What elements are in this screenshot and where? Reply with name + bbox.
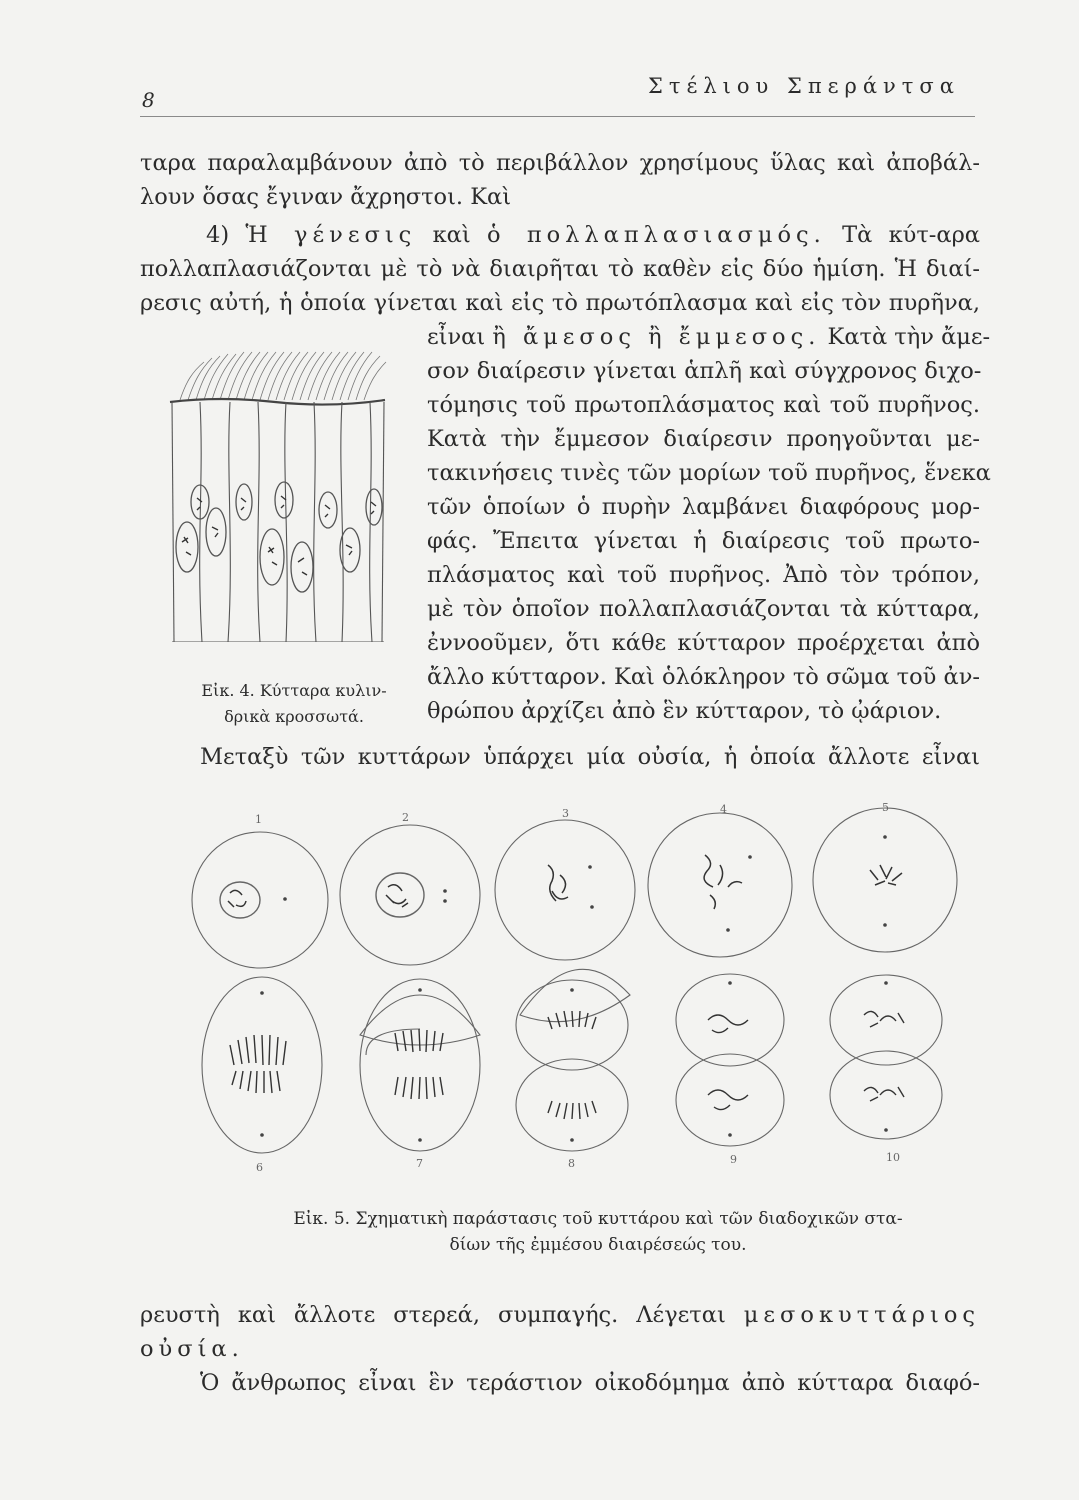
figure-5-caption: Εἰκ. 5. Σχηματικὴ παράστασις τοῦ κυττάρου καὶ τῶν διαδοχικῶν στα- δίων τῆς ἐμμέσου διαιρέσεώς του. [293,1209,903,1255]
running-title: Στέλιου Σπεράντσα [648,74,960,98]
text-line: Μεταξὺ τῶν κυττάρων ὑπάρχει μία οὐσία, ἡ ὁποία ἄλλοτε εἶναι [200,744,980,770]
stage-label: 2 [402,811,409,824]
text-line: ρεσις αὐτή, ἡ ὁποία γίνεται καὶ εἰς τὸ πρωτόπλασμα καὶ εἰς τὸν πυρῆνα, [140,290,980,316]
text-line: Ὁ ἄνθρωπος εἶναι ἓν τεράστιον οἰκοδόμημα ἀπὸ κύτταρα διαφό- [200,1370,980,1396]
text-line: ρευστὴ καὶ ἄλλοτε στερεά, συμπαγής. Λέγεται μεσοκυττάριος [140,1302,980,1328]
stage-label: 1 [255,813,262,826]
text-line: φάς. Ἔπειτα γίνεται ἡ διαίρεσις τοῦ πρωτο- [427,528,980,554]
term: Ἡ γένεσις [245,222,417,248]
figure-5-mitosis-stages [180,795,960,1175]
stage-label: 6 [256,1161,263,1174]
text-line: ταρα παραλαμβάνουν ἀπὸ τὸ περιβάλλον χρησίμους ὕλας καὶ ἀποβάλ- [140,150,980,176]
term: μεσοκυττάριος [743,1302,980,1328]
stage-label: 7 [416,1157,423,1170]
figure-4-ciliated-cells [160,342,400,642]
text-line: θρώπου ἀρχίζει ἀπὸ ἓν κύτταρον, τὸ ᾠάριον. [427,698,942,724]
text-line: μὲ τὸν ὁποῖον πολλαπλασιάζονται τὰ κύτταρα, [427,596,980,622]
stage-label: 9 [730,1153,737,1166]
stage-label: 8 [568,1157,575,1170]
header-rule [140,116,975,117]
term: ἢ ἄμεσος ἢ ἔμμεσος. [492,324,821,350]
text-line: τόμησις τοῦ πρωτοπλάσματος καὶ τοῦ πυρῆνος. [427,392,980,418]
stage-label: 5 [882,801,889,814]
text-line: τακινήσεις τινὲς τῶν μορίων τοῦ πυρῆνος, ἕνεκα [427,460,991,486]
text-line: 4) Ἡ γένεσις καὶ ὁ πολλαπλασιασμός. Τὰ κύτ-αρα [206,222,981,248]
text-line: λουν ὅσας ἔγιναν ἄχρηστοι. Καὶ [140,184,512,210]
section-number: 4) [206,222,246,248]
figure-4-caption: Εἰκ. 4. Κύτταρα κυλιν- δρικὰ κροσσωτά. [201,681,387,726]
text-line: εἶναι ἢ ἄμεσος ἢ ἔμμεσος. Κατὰ τὴν ἄμε- [427,324,991,350]
term: ὁ πολλαπλασιασμός. [486,222,826,248]
text-line: τῶν ὁποίων ὁ πυρὴν λαμβάνει διαφόρους μορ- [427,494,980,520]
text-line: ἄλλο κύτταρον. Καὶ ὁλόκληρον τὸ σῶμα τοῦ ἀν- [427,664,980,690]
text-line: πλάσματος καὶ τοῦ πυρῆνος. Ἀπὸ τὸν τρόπον, [427,562,980,588]
text-line: ἐννοοῦμεν, ὅτι κάθε κύτταρον προέρχεται ἀπὸ [427,630,980,656]
text-line: πολλαπλασιάζονται μὲ τὸ νὰ διαιρῆται τὸ καθὲν εἰς δύο ἡμίση. Ἡ διαί- [140,256,980,282]
stage-label: 3 [562,807,569,820]
term: οὐσία. [140,1336,244,1362]
stage-label: 4 [720,803,727,816]
page-number: 8 [142,88,155,112]
text-line: Κατὰ τὴν ἔμμεσον διαίρεσιν προηγοῦνται με- [427,426,980,452]
text-line: σον διαίρεσιν γίνεται ἁπλῆ καὶ σύγχρονος διχο- [427,358,982,384]
stage-label: 10 [886,1151,900,1164]
